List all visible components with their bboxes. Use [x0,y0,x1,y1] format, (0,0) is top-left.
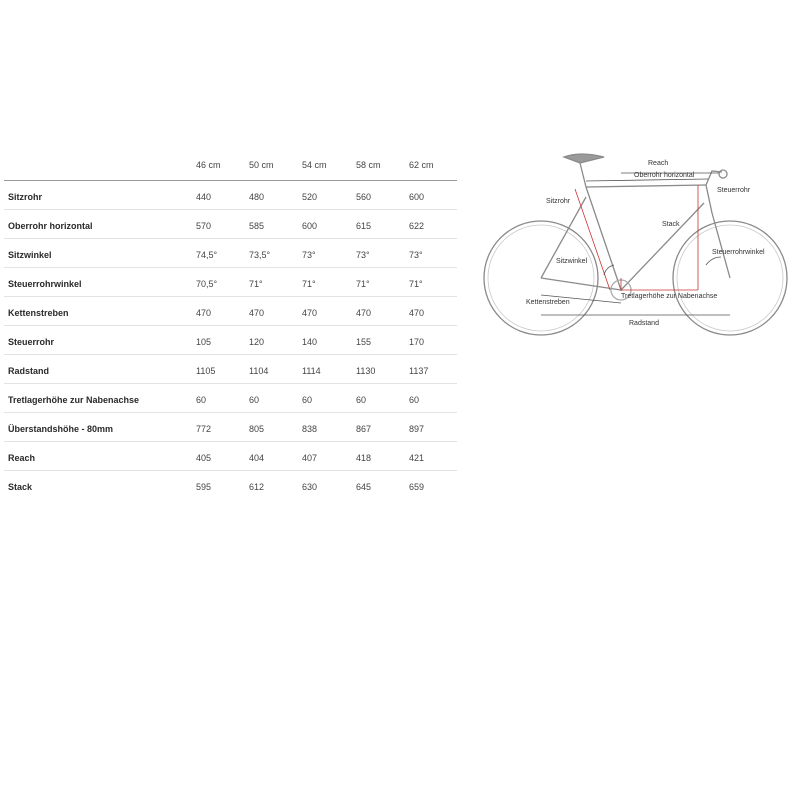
table-cell: 470 [249,308,265,318]
table-row-sitzrohr [4,181,457,210]
table-cell: 867 [356,424,372,434]
table-row-oberrohr-horizontal [4,210,457,239]
row-label: Kettenstreben [8,308,69,318]
table-cell: 440 [196,192,212,202]
row-label: Radstand [8,366,50,376]
table-cell: 140 [302,337,318,347]
size-header-62: 62 cm [409,160,434,170]
table-cell: 73° [409,250,423,260]
diagram-labels [526,160,765,327]
size-header-58: 58 cm [356,160,381,170]
table-cell: 73,5° [249,250,271,260]
label-reach: Reach [648,160,669,167]
table-cell: 600 [302,221,318,231]
table-cell: 155 [356,337,372,347]
table-row-steuerrohr [4,326,457,355]
table-row-tretlagerhoehe [4,384,457,413]
table-cell: 71° [249,279,263,289]
table-cell: 421 [409,453,425,463]
steuerrohrwinkel-arc [706,257,721,265]
table-cell: 630 [302,482,318,492]
table-cell: 600 [409,192,425,202]
table-cell: 74,5° [196,250,218,260]
row-label: Oberrohr horizontal [8,221,93,231]
table-cell: 570 [196,221,212,231]
table-cell: 71° [356,279,370,289]
table-cell: 73° [356,250,370,260]
label-steuerrohr: Steuerrohr [717,187,751,194]
geometry-table-header [4,150,457,181]
table-cell: 60 [249,395,260,405]
geometry-table [4,150,457,499]
seat-post [580,163,586,187]
row-label: Steuerrohr [8,337,55,347]
seat-tube [586,187,621,290]
table-cell: 404 [249,453,265,463]
table-cell: 120 [249,337,265,347]
row-label: Überstandshöhe - 80mm [8,424,114,434]
table-row-kettenstreben [4,297,457,326]
table-row-stack [4,471,457,499]
table-cell: 418 [356,453,372,463]
row-label: Reach [8,453,36,463]
table-cell: 170 [409,337,425,347]
table-cell: 645 [356,482,372,492]
table-cell: 520 [302,192,318,202]
table-cell: 1104 [249,366,269,376]
table-row-reach [4,442,457,471]
top-tube [586,185,706,187]
row-label: Tretlagerhöhe zur Nabenachse [8,395,140,405]
table-cell: 60 [409,395,420,405]
table-cell: 1114 [302,366,321,376]
size-header-50: 50 cm [249,160,274,170]
table-row-sitzwinkel [4,239,457,268]
row-label: Steuerrohrwinkel [8,279,82,289]
head-tube [706,185,712,213]
table-cell: 60 [196,395,207,405]
oberrohr-line [586,179,708,181]
down-tube [621,203,704,290]
label-oberrohr: Oberrohr horizontal [634,172,695,179]
table-cell: 470 [409,308,425,318]
size-header-46: 46 cm [196,160,221,170]
table-cell: 1137 [409,366,429,376]
table-cell: 60 [302,395,313,405]
row-label: Sitzrohr [8,192,43,202]
table-cell: 772 [196,424,212,434]
fork [712,213,730,278]
label-stack: Stack [662,221,680,228]
table-cell: 585 [249,221,265,231]
label-sitzrohr: Sitzrohr [546,198,571,205]
table-cell: 560 [356,192,372,202]
table-cell: 615 [356,221,372,231]
table-cell: 595 [196,482,212,492]
table-cell: 105 [196,337,212,347]
table-cell: 60 [356,395,367,405]
table-cell: 1130 [356,366,376,376]
bike-geometry-diagram [476,145,796,340]
table-cell: 405 [196,453,212,463]
label-kettenstreben: Kettenstreben [526,299,570,306]
table-cell: 622 [409,221,425,231]
table-row-steuerrohrwinkel [4,268,457,297]
table-cell: 470 [356,308,372,318]
table-cell: 70,5° [196,279,218,289]
table-cell: 838 [302,424,318,434]
table-cell: 470 [302,308,318,318]
size-header-54: 54 cm [302,160,327,170]
row-label: Stack [8,482,33,492]
table-row-radstand [4,355,457,384]
label-radstand: Radstand [629,320,659,327]
label-tretlager: Tretlagerhöhe zur Nabenachse [621,293,718,300]
table-cell: 470 [196,308,212,318]
table-cell: 897 [409,424,425,434]
table-cell: 805 [249,424,265,434]
table-cell: 480 [249,192,265,202]
table-cell: 407 [302,453,318,463]
table-cell: 659 [409,482,425,492]
table-cell: 612 [249,482,265,492]
table-cell: 1105 [196,366,216,376]
table-cell: 71° [409,279,423,289]
handlebar [719,170,727,178]
table-row-ueberstandshoehe [4,413,457,442]
table-cell: 73° [302,250,316,260]
table-cell: 71° [302,279,316,289]
saddle [564,154,604,163]
seat-stay [541,197,586,278]
label-sitzwinkel: Sitzwinkel [556,258,588,265]
label-steuerrohrwinkel: Steuerrohrwinkel [712,249,765,256]
row-label: Sitzwinkel [8,250,52,260]
bike-frame-drawing [484,154,787,335]
